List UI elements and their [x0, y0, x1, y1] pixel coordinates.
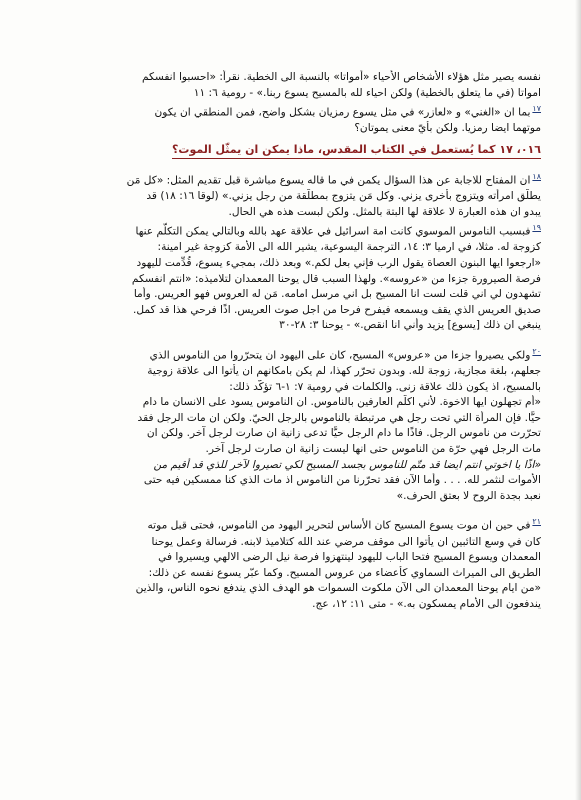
text-line: ينبغي ان ذلك [يسوع] يزيد وأني انا انقص.» - يوحنا ٣: ٢٨-٣٠: [279, 319, 541, 332]
text-line: الطريق الى الميراث السماوي كأعضاء من عروس المسيح. وكما عبّر يسوع نفسه عن ذلك:: [148, 566, 541, 579]
intro-paragraph: [42, 70, 541, 137]
text-line: صديق العريس الذي يقف ويسمعه فيفرح فرحا من اجل صوت العريس. اذًا فرحي هذا قد كمل.: [133, 303, 541, 316]
text-line: موتهما ايضا رمزيا. ولكن بأيّ معنى يموتان؟: [354, 122, 541, 135]
section-heading: ٠١٦، ١٧ كما يُستعمل في الكتاب المقدس، ماذا يمكن ان يمثّل الموت؟: [172, 142, 541, 159]
paragraph-21: [42, 514, 541, 612]
quote-line: نعبد بجدة الروح لا بعتق الحرف.»: [396, 489, 541, 502]
quote-line: مات الرجل فهي حرّة من الناموس حتى انها ليست زانية ان صارت لرجل آخر.: [205, 443, 541, 455]
paragraph-18: [42, 169, 541, 220]
text-line: نفسه يصير مثل هؤلاء الأشخاص الأحياء «أمواتا» بالنسبة الى الخطية. نقرأ: «احسبوا انفسكم: [141, 71, 541, 83]
text-line: المعمدان ويسوع المسيح فتحا الباب لليهود لينتهزوا فرصة نيل الرضى الالهي ويسيروا في: [158, 551, 541, 564]
paragraph-number: ٢٠: [532, 346, 541, 356]
text-line: $^{١٩}$فبسبب الناموس الموسوي كانت امة اسرائيل في علاقة عهد بالله وبالتالي يمكن التكلّم عنها: [135, 223, 541, 238]
quote-line: «أم تجهلون ايها الاخوة. لأني اكلّم العارفين بالناموس. ان الناموس يسود على الانسان ما دام: [142, 396, 541, 409]
section-heading-wrap: [42, 138, 541, 159]
paragraph-19: [42, 220, 541, 334]
text-line: $^{١٨}$ان المفتاح للاجابة عن هذا السؤال يكمن في ما قاله يسوع مباشرة قبل تقديم المثل: «كل مَن: [126, 171, 541, 187]
spacer: [42, 504, 541, 514]
text-line: امواتا (في ما يتعلق بالخطية) ولكن احياء لله بالمسيح يسوع ربنا.» - رومية ٦: ١١: [193, 86, 541, 99]
text-line: يطلّق امرأته ويتزوج بأخرى يزني. وكل مَن يتزوج بمطلّقة من رجل يزني.» (لوقا ١٦: ١٨) قد: [146, 190, 541, 203]
quote-line: «اذًا يا اخوتي انتم ايضا قد متّم للناموس بجسد المسيح لكي تصيروا لآخر للذي قد أقيم من: [153, 458, 541, 471]
text-line: $^{٢٠}$ولكي يصيروا جزءا من «عروس» المسيح، كان على اليهود ان يتحرّروا من الناموس الذي: [149, 346, 541, 362]
quote-line: الأموات لنثمر لله. . . . وأما الآن فقد تحرّرنا من الناموس اذ مات الذي كنا ممسكين فيه حتى: [143, 474, 541, 487]
quote-line: يندفعون الى الأمام يمسكون به.» - متى ١١: ١٢، عج.: [312, 597, 541, 610]
quote-line: «من ايام يوحنا المعمدان الى الآن ملكوت السموات هو الهدف الذي يندفع نحوه الناس، والذين: [135, 582, 541, 595]
paragraph-number: ١٩: [532, 223, 541, 233]
paragraph-20: [42, 344, 541, 504]
scan-edge-shadow: [575, 0, 581, 800]
text-line: جعلهم، بلغة مجازية، زوجة لله. وبدون تحرّر كهذا، لم يكن بامكانهم ان يأتوا الى علاقة زوجية: [147, 365, 541, 378]
paragraph-number: ٢١: [532, 517, 541, 527]
text-line: فرصة الصيرورة جزءا من «عروسه». ولهذا السبب قال يوحنا المعمدان لتلاميذه: «انتم انفسكم: [131, 272, 541, 285]
text-line: $^{٢١}$في حين ان موت يسوع المسيح كان الأساس لتحرير اليهود من الناموس، فحتى قبل موته: [147, 517, 541, 532]
text-line: كان في وسع التائبين ان يأتوا الى موقف مرضي عند الله كتلاميذ لابنه. فرسالة وعمل يوحنا: [151, 535, 541, 548]
text-line: «ارجعوا ايها البنون العصاة يقول الرب فإني بعل لكم.» وبعد ذلك، بمجيء يسوع، قُدِّمت لليهود: [136, 256, 541, 269]
text-line: $^{١٧}$بما ان «الغني» و «لعازر» في مثل يسوع رمزيان بشكل واضح، فمن المنطقي ان يكون: [154, 104, 541, 119]
text-line: بالمسيح، اذ يكون ذلك علاقة زنى. والكلمات في رومية ٧: ١-٦ تؤكّد ذلك:: [229, 380, 541, 393]
spacer: [42, 334, 541, 344]
text-line: يبدو ان هذه العبارة لا علاقة لها البتة بالمثل. ولكن لبست هذه هي الحال.: [228, 205, 541, 218]
paragraph-number: ١٧: [532, 104, 541, 114]
text-line: كزوجة له. مثلا، في ارميا ٣: ١٤، الترجمة اليسوعية، يشير الله الى الأمة كزوجة غير امينة:: [157, 241, 541, 254]
quote-line: حيًّا. فإن المرأة التي تحت رجل هي مرتبطة بالناموس بالرجل الحيّ. ولكن ان مات الرجل فقد: [137, 411, 541, 424]
quote-line: تحرّرت من ناموس الرجل. فاذًا ما دام الرجل حيًّا تدعى زانية ان صارت لرجل آخر. ولكن ان: [146, 427, 541, 440]
text-line: تشهدون لي اني قلت لست انا المسيح بل اني مرسل امامه. مَن له العروس فهو العريس. وأما: [133, 288, 541, 301]
paragraph-number: ١٨: [532, 171, 541, 181]
